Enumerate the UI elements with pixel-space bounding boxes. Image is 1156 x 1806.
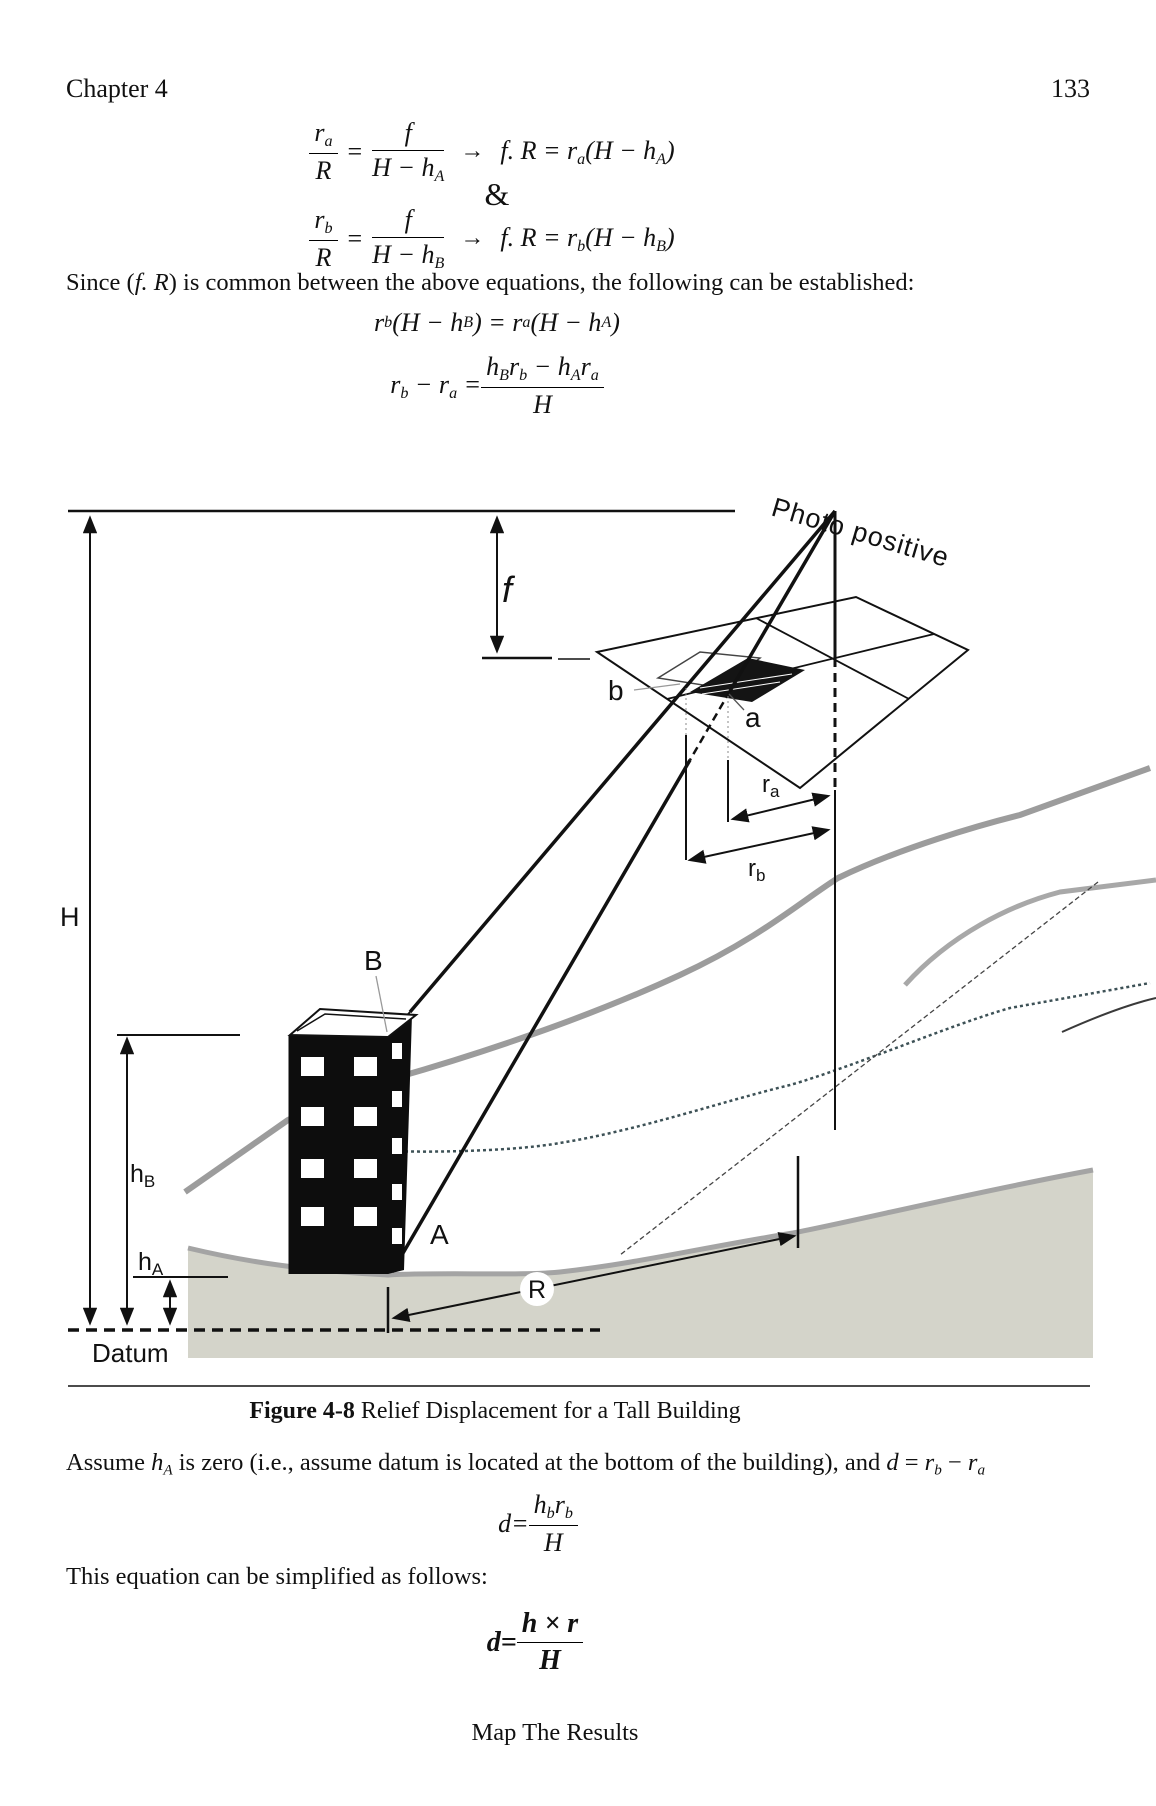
equation-6: d = $\frac{h \times r}{H}$	[0, 1608, 1113, 1677]
footer-heading: Map The Results	[471, 1719, 639, 1746]
hB-label: $h_B$	[130, 1160, 156, 1191]
eq2-lhs-fraction: $\frac{r_b}{R}$	[309, 205, 337, 273]
terrain-ridge-line-2	[905, 880, 1156, 985]
implies-arrow-2: →	[460, 225, 485, 252]
eq2-equals: =	[347, 223, 363, 253]
equation-4	[0, 352, 1075, 420]
equation-2	[0, 205, 1070, 273]
figure-caption	[0, 1398, 1073, 1425]
a-label: a	[745, 702, 761, 733]
eq5-fraction: $\frac{h_br_b}{H}$	[529, 1490, 578, 1558]
datum-label: Datum	[92, 1338, 169, 1368]
chapter-heading: Chapter 4	[66, 74, 168, 103]
paragraph-since: Since (f. R) is common between the above equations, the following can be established:	[66, 269, 915, 296]
rb-label: $r_b$	[748, 855, 766, 885]
figure-4-8-diagram	[0, 430, 1156, 1390]
eq4-fraction: $\frac{h_Br_b - h_Ar_a}{H}$	[481, 352, 604, 420]
b-label: b	[608, 675, 624, 706]
A-label: A	[430, 1219, 449, 1250]
eq6-fraction: $\frac{h \times r}{H}$	[517, 1608, 583, 1677]
eq2-result: f. $R = r_b(H - h_B)$	[500, 222, 675, 255]
eq1-result: f. $R = r_a(H - h_A)$	[500, 135, 675, 168]
page-header	[0, 74, 1156, 104]
f-label: f	[502, 569, 513, 610]
equation-3: r b (H − h B ) = r a (H − h A )	[374, 308, 620, 337]
eq2-rhs-fraction: $\frac{f}{H - h_B}$	[372, 205, 445, 272]
ra-label: $r_a$	[762, 771, 780, 801]
eq1-equals: =	[347, 136, 363, 166]
B-label: B	[364, 945, 383, 976]
R-label: R	[527, 1276, 547, 1304]
figure-caption-text: Relief Displacement for a Tall Building	[354, 1398, 741, 1424]
paragraph-assume: Assume $h_A$ is zero (i.e., assume datum is located at the bottom of the building), and $d = r_b - r_a$	[66, 1449, 986, 1479]
eq1-rhs-fraction: $\frac{f}{H - h_A}$	[372, 118, 445, 185]
ampersand: &	[484, 176, 510, 212]
contour-line	[1062, 998, 1156, 1032]
ra-dimension-arrow	[733, 796, 828, 819]
dotted-contour-line	[363, 983, 1150, 1152]
figure-caption-number: Figure 4-8	[249, 1398, 355, 1424]
equation-5: d = $\frac{h_br_b}{H}$	[0, 1490, 1116, 1558]
rb-dimension-arrow	[690, 830, 828, 860]
photo-positive-label: Photo positive	[768, 491, 953, 573]
hA-label: $h_A$	[138, 1248, 164, 1279]
implies-arrow: →	[460, 138, 485, 165]
eq4-lhs: $r_b - r_a$ =	[390, 369, 482, 402]
H-label: H	[60, 902, 80, 932]
ray-to-A-lower	[392, 760, 690, 1272]
eq1-lhs-fraction: $\frac{r_a}{R}$	[309, 118, 337, 186]
page-number: 133	[1051, 74, 1090, 103]
paragraph-simplified: This equation can be simplified as follows:	[66, 1563, 488, 1590]
photo-positive-plane	[597, 597, 968, 788]
